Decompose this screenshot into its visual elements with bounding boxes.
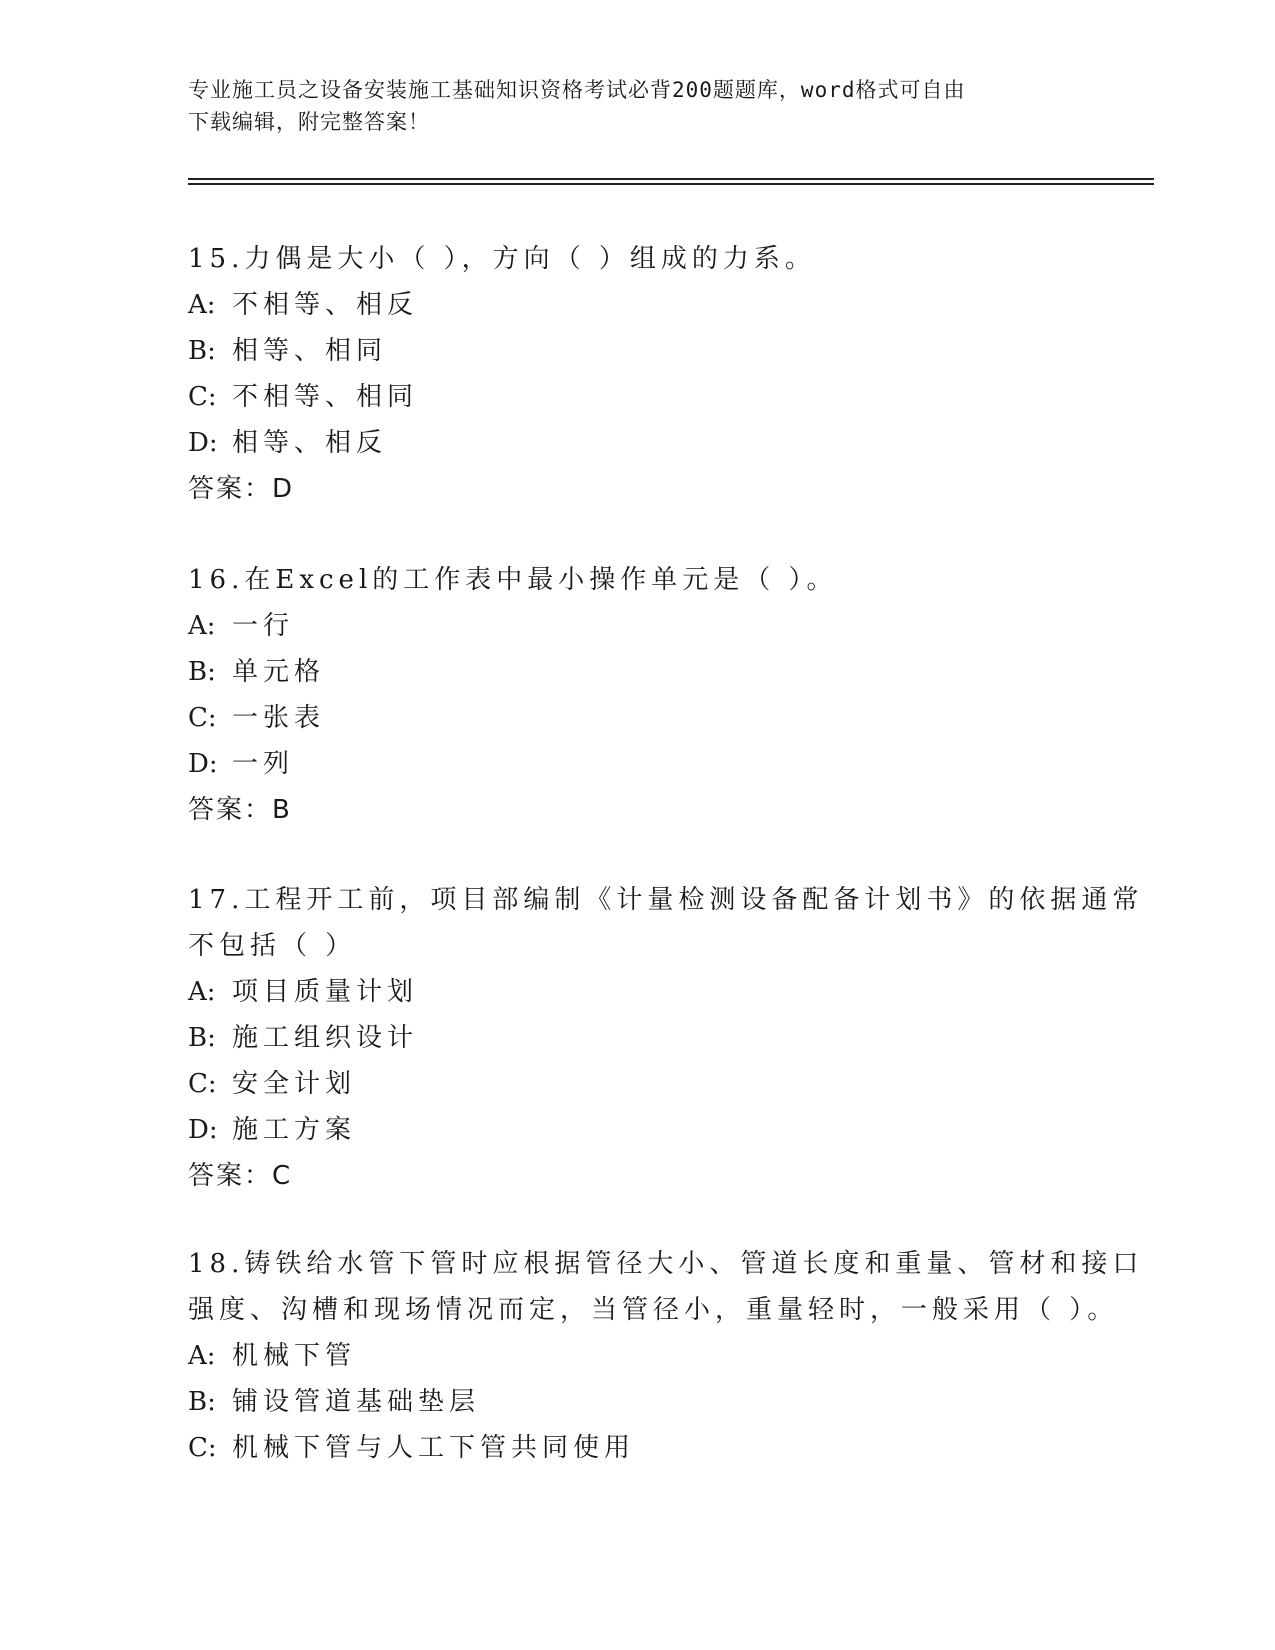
- option-letter: A:: [188, 1341, 216, 1371]
- option-text: 铺设管道基础垫层: [232, 1387, 481, 1417]
- option-b: [188, 1379, 1088, 1425]
- question-stem: 17.工程开工前，项目部编制《计量检测设备配备计划书》的依据通常: [188, 885, 1144, 915]
- option-text: 不相等、相反: [232, 290, 419, 320]
- option-letter: A:: [188, 977, 216, 1007]
- option-text: 一行: [232, 611, 295, 641]
- option-text: 一列: [232, 749, 295, 779]
- option-a: [188, 603, 1088, 649]
- question-stem-continued: 不包括（ ）: [188, 931, 357, 961]
- option-text: 不相等、相同: [232, 382, 419, 412]
- option-b: [188, 1015, 1088, 1061]
- answer-line: 答案：C: [188, 1161, 293, 1191]
- option-c: [188, 1425, 1088, 1471]
- option-letter: B:: [188, 1023, 216, 1053]
- question-16: [188, 557, 1088, 833]
- option-letter: B:: [188, 336, 216, 366]
- question-15: [188, 236, 1088, 512]
- option-letter: C:: [188, 1069, 217, 1099]
- question-17: [188, 877, 1144, 1199]
- header-divider-bottom: [188, 183, 1154, 185]
- option-text: 相等、相反: [232, 428, 388, 458]
- question-stem: 16.在Excel的工作表中最小操作单元是（ ）。: [188, 565, 838, 595]
- option-b: [188, 328, 1088, 374]
- option-text: 一张表: [232, 703, 326, 733]
- question-stem: 18.铸铁给水管下管时应根据管径大小、管道长度和重量、管材和接口: [188, 1249, 1144, 1279]
- option-text: 施工组织设计: [232, 1023, 419, 1053]
- option-d: [188, 1107, 1088, 1153]
- option-c: [188, 695, 1088, 741]
- option-letter: A:: [188, 611, 216, 641]
- header-line-2: 下载编辑，附完整答案！: [188, 110, 430, 134]
- option-letter: A:: [188, 290, 216, 320]
- option-a: [188, 969, 1088, 1015]
- option-text: 单元格: [232, 657, 326, 687]
- document-header: [188, 74, 1068, 138]
- answer-line: 答案：B: [188, 795, 292, 825]
- option-b: [188, 649, 1088, 695]
- option-letter: C:: [188, 382, 217, 412]
- option-text: 施工方案: [232, 1115, 357, 1145]
- question-stem-continued: 强度、沟槽和现场情况而定，当管径小，重量轻时，一般采用（ ）。: [188, 1295, 1119, 1325]
- option-text: 项目质量计划: [232, 977, 419, 1007]
- option-letter: B:: [188, 1387, 216, 1417]
- option-letter: B:: [188, 657, 216, 687]
- option-letter: D:: [188, 428, 218, 458]
- option-text: 机械下管: [232, 1341, 357, 1371]
- option-text: 机械下管与人工下管共同使用: [232, 1433, 636, 1463]
- option-c: [188, 1061, 1088, 1107]
- answer-line: 答案：D: [188, 474, 295, 504]
- option-a: [188, 282, 1088, 328]
- option-c: [188, 374, 1088, 420]
- option-letter: D:: [188, 1115, 218, 1145]
- header-divider-top: [188, 178, 1154, 180]
- option-text: 相等、相同: [232, 336, 388, 366]
- header-line-1: 专业施工员之设备安装施工基础知识资格考试必背200题题库，word格式可自由: [188, 78, 966, 102]
- question-18: [188, 1241, 1144, 1471]
- option-d: [188, 420, 1088, 466]
- option-text: 安全计划: [232, 1069, 357, 1099]
- option-letter: C:: [188, 1433, 217, 1463]
- option-letter: C:: [188, 703, 217, 733]
- option-a: [188, 1333, 1088, 1379]
- option-d: [188, 741, 1088, 787]
- question-stem: 15.力偶是大小（ ），方向（ ）组成的力系。: [188, 244, 816, 274]
- option-letter: D:: [188, 749, 218, 779]
